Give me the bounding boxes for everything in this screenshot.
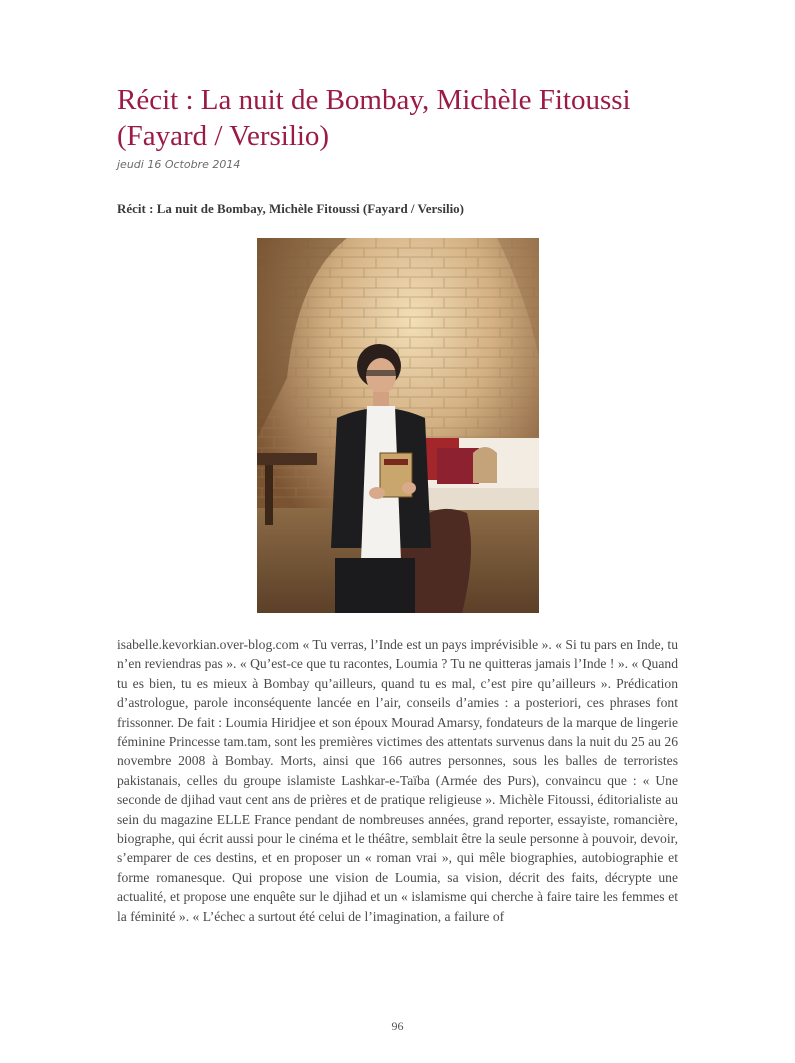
article-subtitle: Récit : La nuit de Bombay, Michèle Fitoussi (Fayard / Versilio) xyxy=(117,201,465,216)
article-title: Récit : La nuit de Bombay, Michèle Fitoussi (Fayard / Versilio) xyxy=(117,84,631,152)
author-photo xyxy=(257,238,539,613)
article-date: jeudi 16 Octobre 2014 xyxy=(117,158,241,171)
page-number: 96 xyxy=(391,1019,404,1033)
article-body: isabelle.kevorkian.over-blog.com « Tu verras, l’Inde est un pays imprévisible ». « Si tu pars en Inde, tu n’en reviendras pas ». « Qu’est-ce que tu racontes, Loumia ? Tu ne quitteras jamais l’Inde ! ». « Quand tu es bien, tu es mieux à Bombay qu’ailleurs, quand tu es mal, c’est pire qu’ailleurs ». Prédication d’astrologue, parole inconséquente lancée en l’air, conseils d’amies : a posteriori, ces phrases font frissonner. De fait : Loumia Hiridjee et son époux Mourad Amarsy, fondateurs de la marque de lingerie féminine Princesse tam.tam, sont les premières victimes des attentats survenus dans la nuit du 25 au 26 novembre 2008 à Bombay. Morts, ainsi que 166 autres personnes, sous les balles de terroristes pakistanais, celles du groupe islamiste Lashkar-e-Taïba (Armée des Purs), convaincu que : « Une seconde de djihad vaut cent ans de prières et de pratique religieuse ». Michèle Fitoussi, éditorialiste au sein du magazine ELLE France pendant de nombreuses années, grand reporter, essayiste, romancière, biographe, qui écrit aussi pour le cinéma et le théâtre, semblait être la seule personne à pouvoir, devoir, s’emparer de ces destins, et en proposer un « roman vrai », qui mêle biographies, autobiographie et forme romanesque. Qui propose une vision de Loumia, sa vision, décrit des faits, décrypte une actualité, et propose une enquête sur le djihad et un « islamisme qui cherche à faire taire les femmes et la féminité ». « L’échec a surtout été celui de l’imagination, a failure of xyxy=(117,637,678,924)
